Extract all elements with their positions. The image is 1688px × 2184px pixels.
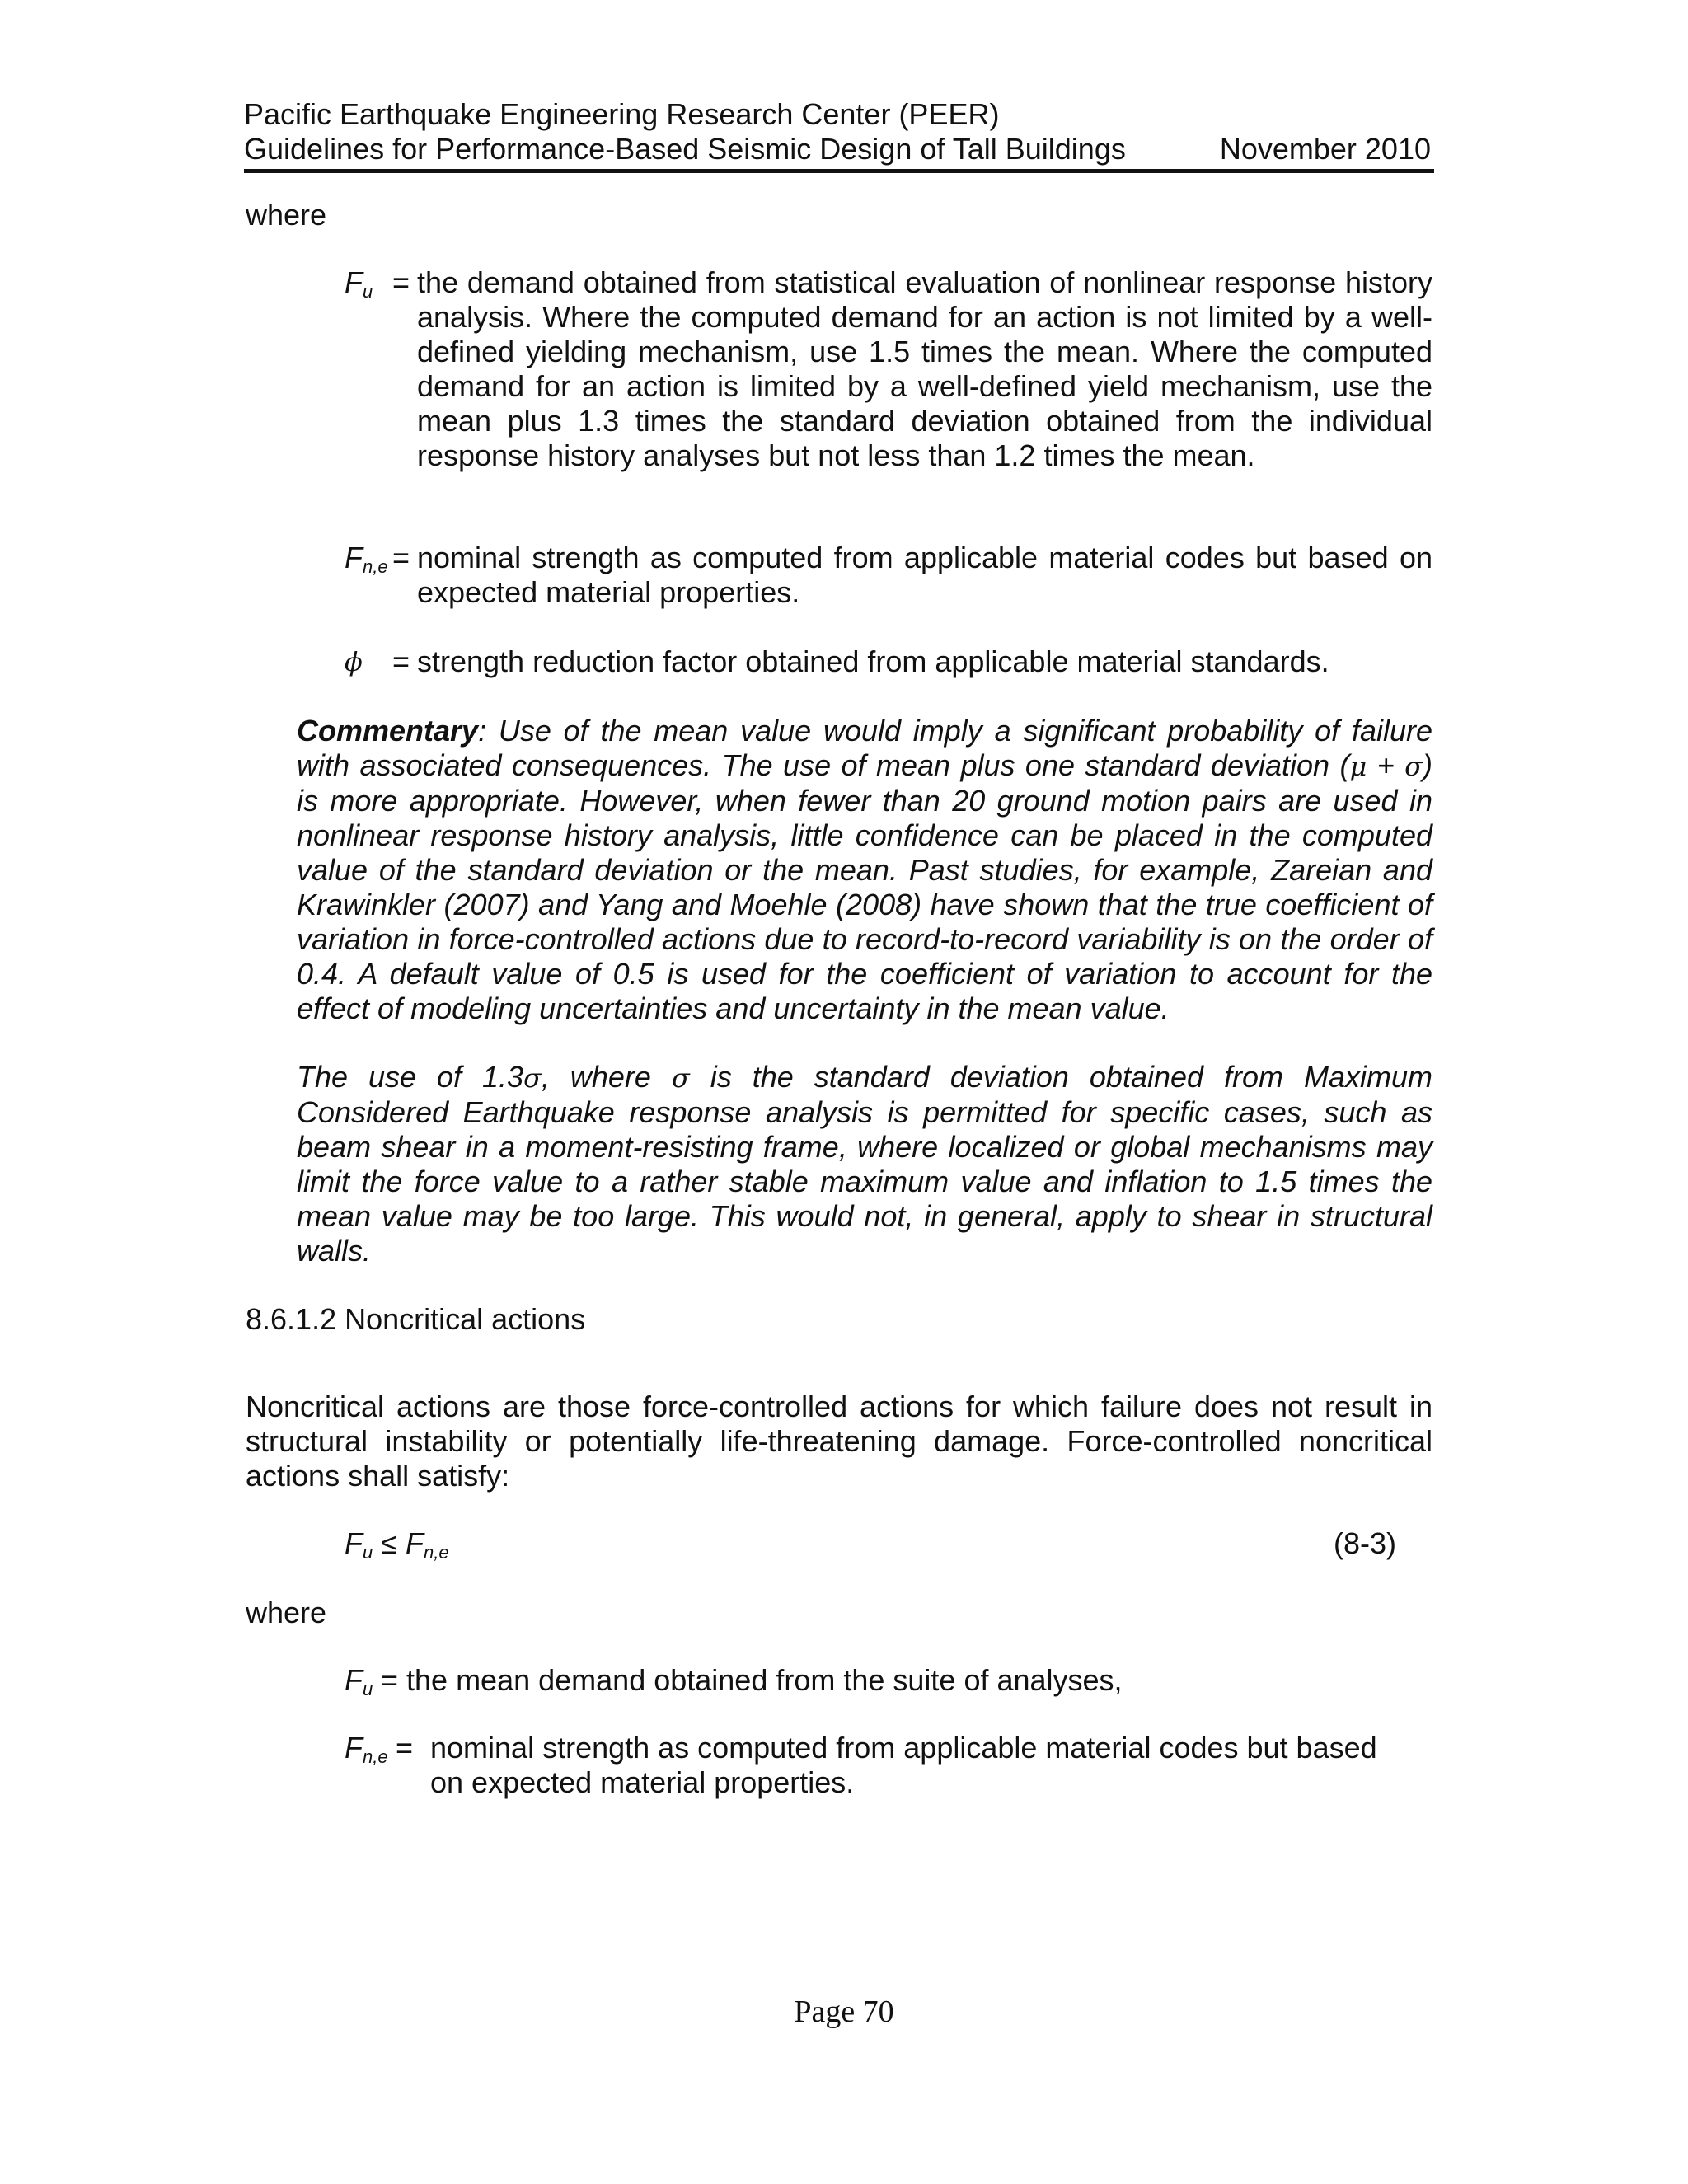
definition-fu-symbol: $F_u$ xyxy=(345,265,373,302)
definition-fu-equals: = xyxy=(392,265,410,299)
definition2-fu xyxy=(345,1663,1432,1698)
sigma-symbol: σ xyxy=(1404,751,1423,782)
definition2-fne xyxy=(345,1731,1396,1800)
page-header xyxy=(244,97,1431,166)
commentary-paragraph-2: The use of 1.3σ, where σ is the standard deviation obtained from Maximum Considered Earthquake response analysis is permitted for specific cases, such as beam shear in a moment-resisting frame, where localized or global mechanisms may limit the force value to a rather stable maximum value and inflation to 1.5 times the mean value may be too large. This would not, in general, apply to shear in structural walls. xyxy=(297,1060,1432,1268)
definition2-fne-text: nominal strength as computed from applicable material codes but based on expected material properties. xyxy=(430,1731,1377,1799)
mu-symbol: μ xyxy=(1349,751,1367,782)
definition-fu-text: the demand obtained from statistical evaluation of nonlinear response history analysis. Where the computed demand for an action is not limited by a well-defined yielding mechanism, use 1.5 times the mean. Where the computed demand for an action is limited by a well-defined yield mechanism, use the mean plus 1.3 times the standard deviation obtained from the individual response history analyses but not less than 1.2 times the mean. xyxy=(417,265,1432,472)
equation-8-3 xyxy=(345,1526,1396,1570)
sigma-symbol: σ xyxy=(523,1062,542,1094)
where-label-2: where xyxy=(246,1596,327,1629)
header-rule xyxy=(244,169,1434,173)
header-title-row xyxy=(244,132,1431,166)
commentary-paragraph-1: Commentary: Use of the mean value would imply a significant probability of failure with associated consequences. The use of mean plus one standard deviation (μ + σ) is more appropriate. However, when fewer than 20 ground motion pairs are used in nonlinear response history analysis, little confidence can be placed in the computed value of the standard deviation or the mean. Past studies, for example, Zareian and Krawinkler (2007) and Yang and Moehle (2008) have shown that the true coefficient of variation in force-controlled actions due to record-to-record variability is on the order of 0.4. A default value of 0.5 is used for the coefficient of variation to account for the effect of modeling uncertainties and uncertainty in the mean value. xyxy=(297,714,1432,1025)
definition2-fne-equals: = xyxy=(396,1731,414,1765)
definition-phi-equals: = xyxy=(392,644,410,678)
definition-fne-equals: = xyxy=(392,541,410,574)
definition-fne-symbol: $F_{n,e}$ xyxy=(345,541,388,577)
header-document-title: Guidelines for Performance-Based Seismic Design of Tall Buildings xyxy=(244,132,1126,166)
commentary-label: Commentary xyxy=(297,714,479,748)
phi-symbol: ϕ xyxy=(345,646,363,677)
definition2-fne-symbol: $F_{n,e}$ xyxy=(345,1731,388,1767)
sigma-symbol: σ xyxy=(671,1062,690,1094)
definition-phi-text: strength reduction factor obtained from applicable material standards. xyxy=(417,644,1329,678)
header-date: November 2010 xyxy=(1219,132,1431,166)
definition-fu xyxy=(345,265,1432,473)
header-organization: Pacific Earthquake Engineering Research Center (PEER) xyxy=(244,97,1000,131)
definition-phi xyxy=(345,644,1432,679)
section-heading: 8.6.1.2 Noncritical actions xyxy=(246,1302,586,1336)
definition-fne-text: nominal strength as computed from applicable material codes but based on expected material properties. xyxy=(417,541,1432,609)
noncritical-paragraph: Noncritical actions are those force-controlled actions for which failure does not result in structural instability or potentially life-threatening damage. Force-controlled noncritical actions shall satisfy: xyxy=(246,1390,1432,1493)
where-label-1: where xyxy=(246,198,327,232)
equation-expression: $F_u \le F_{n,e}$ xyxy=(345,1526,449,1563)
definition2-fu-text: = the mean demand obtained from the suite of analyses, xyxy=(381,1663,1123,1697)
definition2-fu-symbol: $F_u$ xyxy=(345,1663,373,1699)
page-number: Page 70 xyxy=(794,1994,894,2029)
equation-number: (8-3) xyxy=(1333,1526,1396,1560)
definition-fne xyxy=(345,541,1432,610)
